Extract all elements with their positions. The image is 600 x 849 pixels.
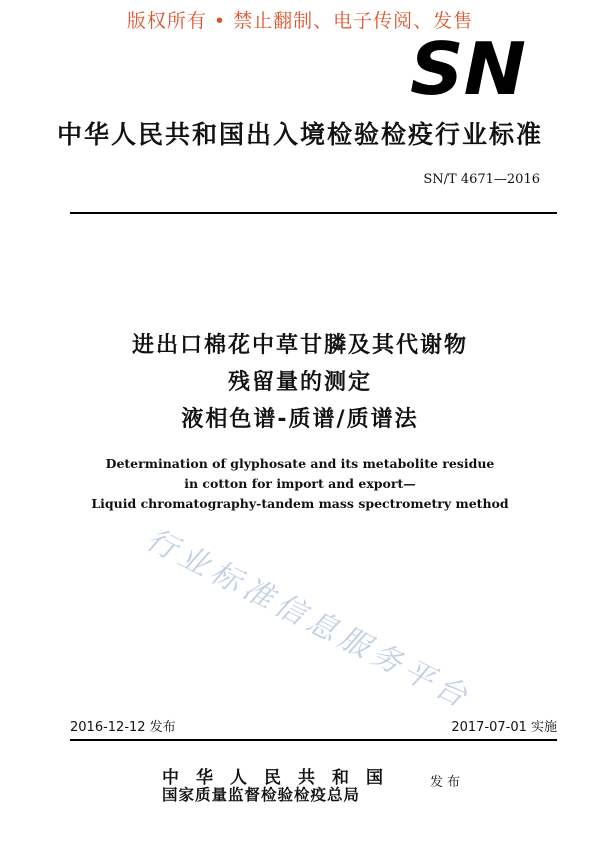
issue-date: 2016-12-12 发布	[70, 720, 176, 735]
watermark: 行业标准信息服务平台	[140, 522, 478, 717]
english-title-line-1: Determination of glyphosate and its metabolite residue	[105, 456, 495, 471]
footer-divider	[70, 739, 557, 741]
standard-number: SN/T 4671—2016	[423, 172, 540, 187]
chinese-title-line-2: 残留量的测定	[227, 370, 372, 395]
sn-logo-text: SN	[410, 38, 526, 96]
industry-standard-title: 中华人民共和国出入境检验检疫行业标准	[56, 120, 543, 149]
sn-logo	[410, 38, 528, 96]
issuer-country: 中华人民共和国	[162, 768, 400, 788]
english-title-line-2: in cotton for import and export—	[184, 476, 416, 491]
publish-label: 发布	[430, 775, 465, 790]
english-title-line-3: Liquid chromatography-tandem mass spectrometry method	[91, 496, 509, 511]
header-divider	[70, 212, 557, 214]
copyright-notice: 版权所有 • 禁止翻制、电子传阅、发售	[126, 10, 474, 32]
chinese-title-line-3: 液相色谱-质谱/质谱法	[181, 407, 419, 432]
chinese-title-line-1: 进出口棉花中草甘膦及其代谢物	[131, 333, 468, 358]
effective-date: 2017-07-01 实施	[451, 720, 557, 735]
issuer-agency: 国家质量监督检验检疫总局	[162, 785, 361, 804]
